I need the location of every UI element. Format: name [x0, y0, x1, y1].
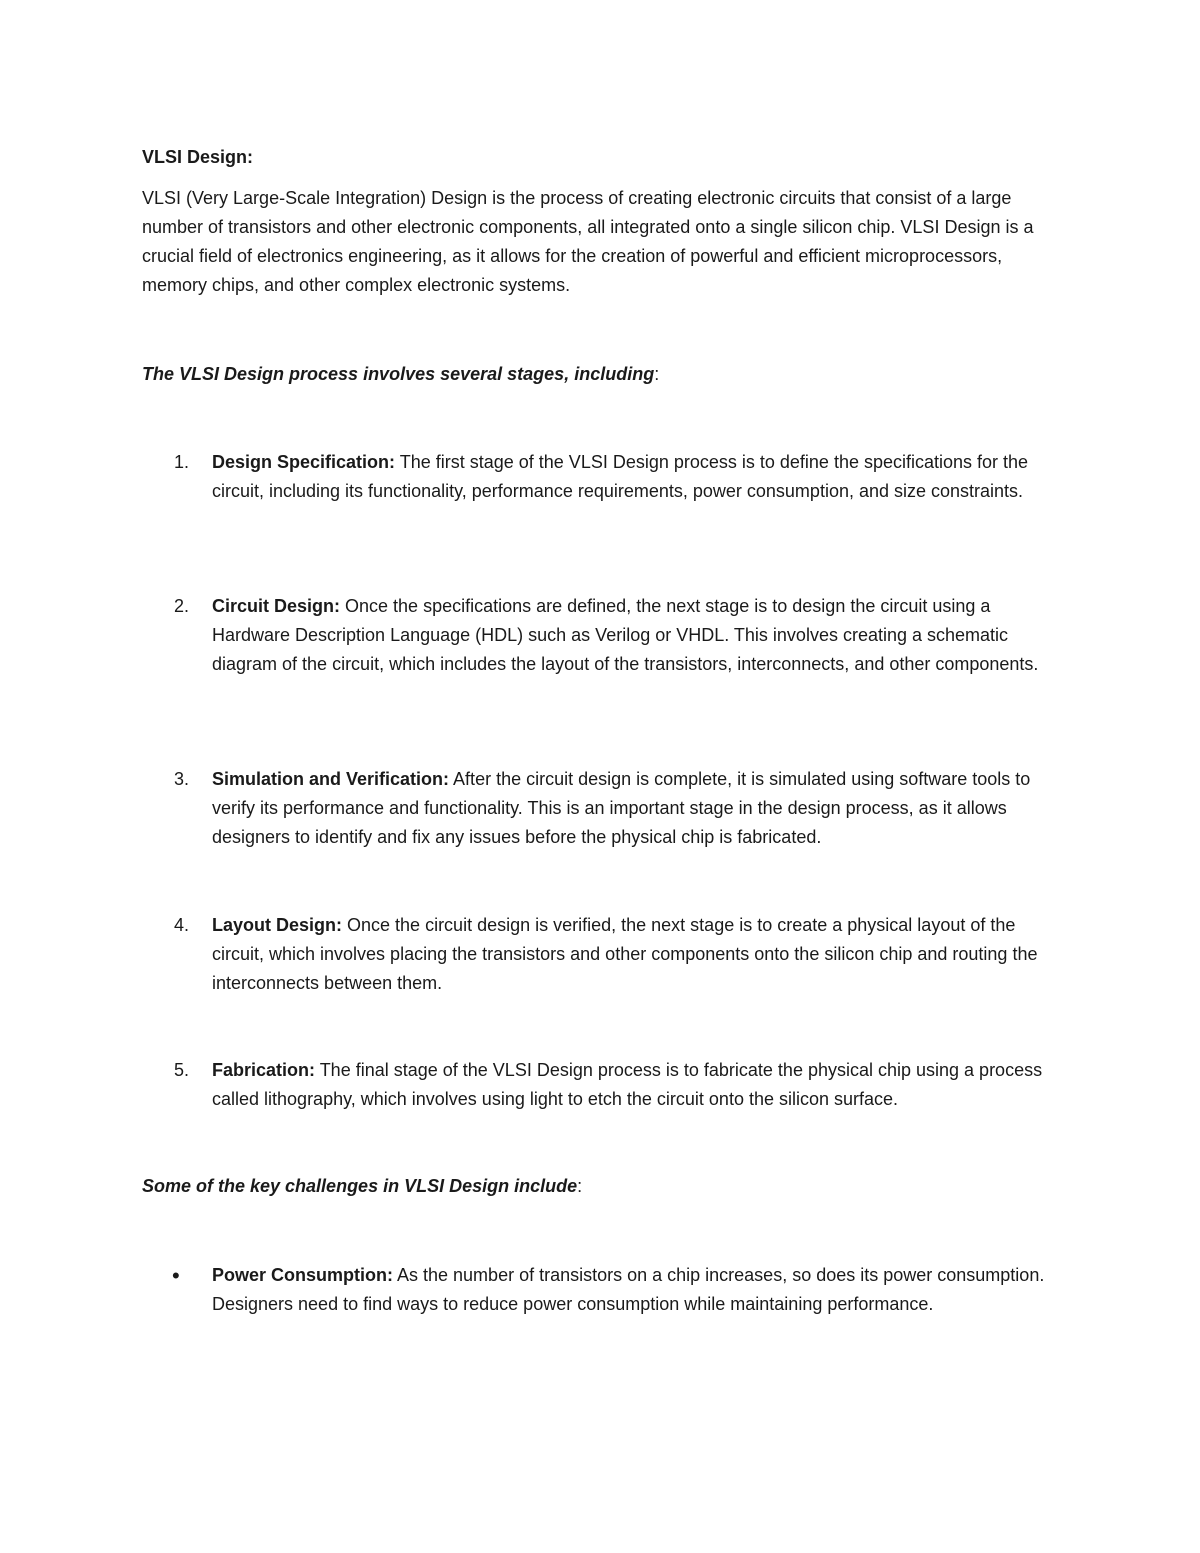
bullet-icon: •	[172, 1263, 180, 1288]
list-number: 4.	[174, 915, 190, 935]
document-title: VLSI Design:	[142, 147, 254, 167]
list-item-stage-3	[142, 765, 1062, 852]
list-item-stage-5	[142, 1056, 1062, 1114]
list-number: 3.	[174, 769, 190, 789]
challenges-heading: Some of the key challenges in VLSI Design include:	[142, 1176, 583, 1196]
stage-term: Layout Design:	[212, 915, 343, 935]
list-number: 2.	[174, 596, 190, 616]
stages-heading-text: The VLSI Design process involves several stages, including	[142, 364, 655, 384]
challenge-term: Power Consumption:	[212, 1265, 393, 1285]
challenges-heading-text: Some of the key challenges in VLSI Design include	[142, 1176, 578, 1196]
list-item-stage-4	[142, 911, 1062, 998]
stage-text: Once the circuit design is verified, the next stage is to create a physical layout of the circuit, which involves placing the transistors and other components onto the silicon chip and routing the interconnects between them.	[212, 915, 1038, 993]
list-item-stage-2	[142, 592, 1062, 679]
list-number: 1.	[174, 452, 190, 472]
stage-text: After the circuit design is complete, it is simulated using software tools to verify its performance and functionality. This is an important stage in the design process, as it allows designers to identify and fix any issues before the physical chip is fabricated.	[212, 769, 1031, 847]
stage-text: The final stage of the VLSI Design process is to fabricate the physical chip using a process called lithography, which involves using light to etch the circuit onto the silicon surface.	[212, 1060, 1043, 1109]
list-item-challenge-1	[142, 1261, 1062, 1319]
stages-heading: The VLSI Design process involves several stages, including:	[142, 364, 660, 384]
challenge-text: As the number of transistors on a chip increases, so does its power consumption. Designers need to find ways to reduce power consumption while maintaining performance.	[212, 1265, 1045, 1314]
stage-term: Fabrication:	[212, 1060, 316, 1080]
intro-paragraph: VLSI (Very Large-Scale Integration) Design is the process of creating electronic circuits that consist of a large number of transistors and other electronic components, all integrated onto a single silicon chip. VLSI Design is a crucial field of electronics engineering, as it allows for the creation of powerful and efficient microprocessors, memory chips, and other complex electronic systems.	[142, 188, 1034, 295]
list-item-stage-1	[142, 448, 1062, 506]
stage-term: Design Specification:	[212, 452, 396, 472]
stage-text: The first stage of the VLSI Design process is to define the specifications for the circuit, including its functionality, performance requirements, power consumption, and size constraints.	[212, 452, 1029, 501]
stage-term: Circuit Design:	[212, 596, 341, 616]
stage-term: Simulation and Verification:	[212, 769, 450, 789]
stage-text: Once the specifications are defined, the next stage is to design the circuit using a Hardware Description Language (HDL) such as Verilog or VHDL. This involves creating a schematic diagram of the circuit, which includes the layout of the transistors, interconnects, and other components.	[212, 596, 1039, 674]
list-number: 5.	[174, 1060, 190, 1080]
